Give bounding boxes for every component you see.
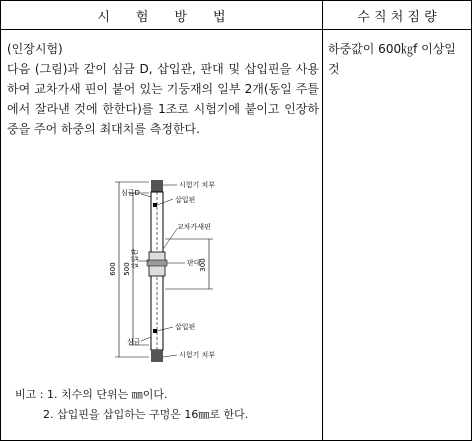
notes [15, 385, 248, 425]
label-bottom-holder: 시험기 치부 [179, 351, 216, 359]
plate-band [147, 260, 167, 266]
test-method-cell [7, 39, 319, 139]
tension-test-figure [81, 177, 321, 377]
label-cross-pin: 교차가새핀 [177, 223, 211, 231]
dim-inner: 500 [123, 262, 131, 276]
test-description: 다음 (그림)과 같이 심금 D, 삽입관, 판대 및 삽입핀을 사용하여 교차가새 핀이 붙어 있는 기둥재의 일부 2개(동일 주틀에서 잘라낸 것에 한한다)를 1조로 시험기에 붙이고 인장하중을 주어 하중의 최대치를 측정한다. [7, 62, 319, 136]
label-core-top: 심금D [121, 189, 140, 197]
dim-outer: 600 [109, 262, 117, 276]
header-test-method-label: 시 험 방 법 [97, 9, 226, 25]
deflection-criterion-cell [328, 39, 468, 79]
label-plate: 판대 [187, 259, 201, 267]
column-divider [322, 1, 323, 440]
header-vertical-deflection-label: 수 직 처 짐 량 [357, 9, 437, 25]
top-test-machine-grip [151, 180, 163, 192]
label-core-bottom: 심금 [127, 338, 141, 346]
dim-right: 300 [199, 258, 207, 272]
note-line-2: 2. 삽입핀을 삽입하는 구멍은 16㎜로 한다. [15, 408, 249, 421]
bottom-test-machine-grip [151, 350, 163, 362]
label-insert-tube: 삽입관 [131, 248, 139, 270]
header-vertical-deflection [323, 1, 471, 30]
section-title: (인장시험) [7, 42, 63, 56]
criterion-text: 하중값이 600㎏f 이상일 것 [328, 42, 456, 76]
header-test-method [1, 1, 323, 30]
bottom-insert-pin [153, 329, 157, 333]
label-pin-bottom: 삽입핀 [175, 323, 196, 331]
note-line-1: 비고 : 1. 치수의 단위는 ㎜이다. [15, 388, 168, 401]
label-pin-top: 삽입핀 [175, 196, 196, 204]
label-top-holder: 시험기 치부 [179, 181, 216, 189]
top-insert-pin [153, 203, 157, 207]
